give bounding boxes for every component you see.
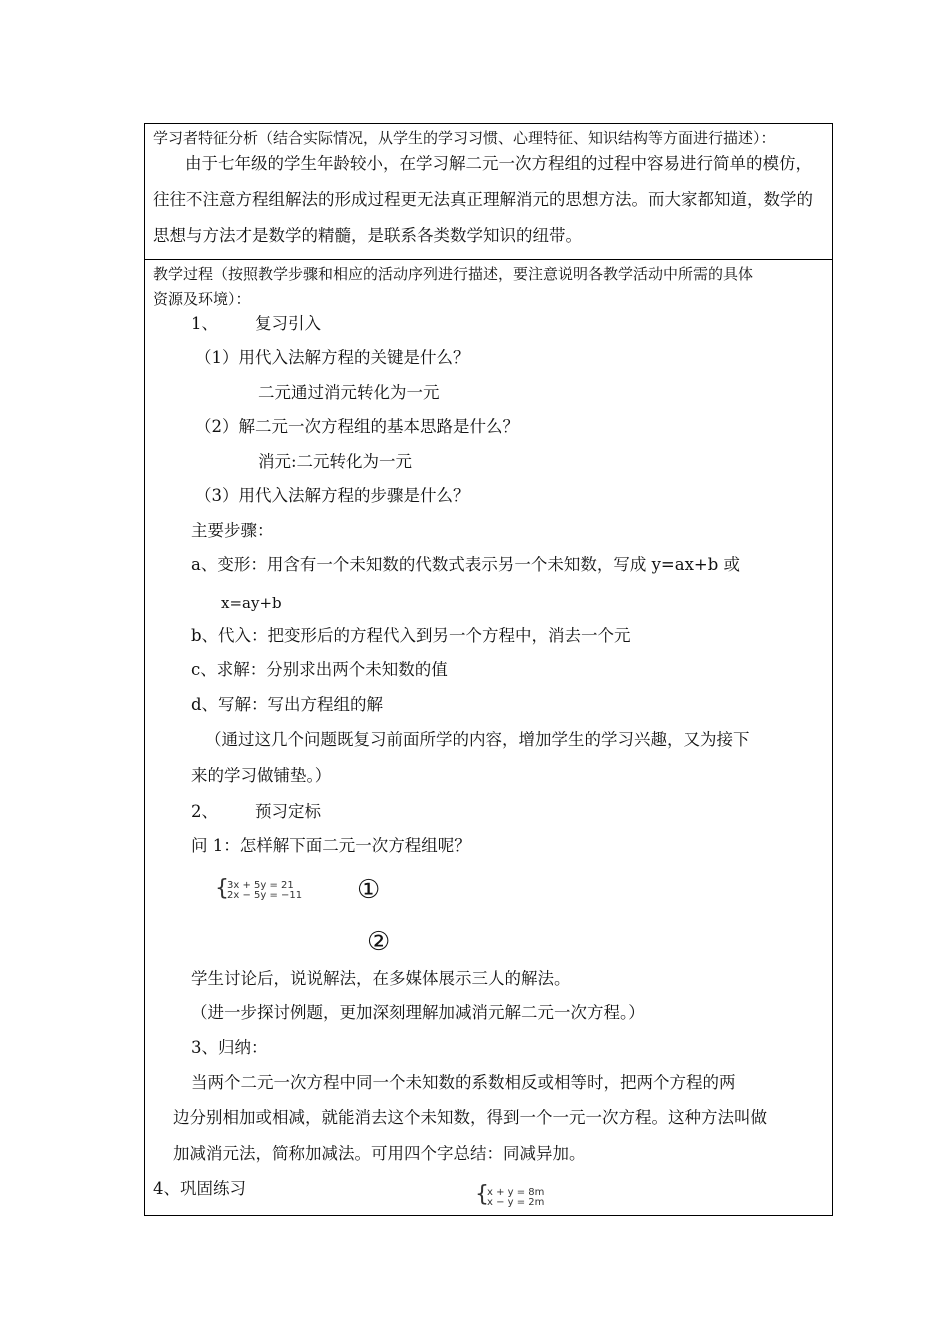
note-2: （进一步探讨例题，更加深刻理解加减消元解二元一次方程。）: [191, 1003, 645, 1022]
equation-marker-2: ②: [367, 927, 391, 957]
system-2-equation-2: x − y = 2m: [487, 1197, 545, 1208]
step-a-line-1: a、变形：用含有一个未知数的代数式表示另一个未知数，写成 y=ax+b 或: [191, 555, 741, 574]
system-2-equation-1: x + y = 8m: [487, 1187, 545, 1198]
question-2: （2）解二元一次方程组的基本思路是什么？: [195, 417, 519, 436]
note-1-line-2: 来的学习做铺垫。）: [191, 766, 332, 785]
teaching-process-heading-line-1: 教学过程（按照教学步骤和相应的活动序列进行描述，要注意说明各教学活动中所需的具体: [153, 265, 754, 283]
note-1-line-1: （通过这几个问题既复习前面所学的内容，增加学生的学习兴趣，又为接下: [205, 730, 750, 749]
learner-analysis-line-1: 由于七年级的学生年龄较小，在学习解二元一次方程组的过程中容易进行简单的模仿，: [185, 154, 812, 173]
step-d: d、写解：写出方程组的解: [191, 695, 384, 714]
step-a-line-2: x=ay+b: [221, 594, 282, 612]
equation-marker-1: ①: [357, 875, 381, 905]
teaching-process-heading-line-2: 资源及环境）：: [153, 290, 251, 308]
section-3-title: 3、归纳：: [191, 1038, 268, 1057]
step-c: c、求解：分别求出两个未知数的值: [191, 660, 448, 679]
summary-line-2: 边分别相加或相减，就能消去这个未知数，得到一个一元一次方程。这种方法叫做: [173, 1108, 767, 1127]
system-1-equation-2: 2x − 5y = −11: [227, 890, 303, 901]
teaching-process-cell: [144, 259, 833, 1216]
system-1-equation-1: 3x + 5y = 21: [227, 880, 294, 891]
summary-line-1: 当两个二元一次方程中同一个未知数的系数相反或相等时，把两个方程的两: [191, 1073, 736, 1092]
system-2-brace-icon: {: [475, 1182, 489, 1207]
answer-1: 二元通过消元转化为一元: [258, 383, 440, 402]
question-prompt-1: 问 1：怎样解下面二元一次方程组呢？: [191, 836, 471, 855]
summary-line-3: 加减消元法，简称加减法。可用四个字总结：同减异加。: [173, 1144, 586, 1163]
question-3: （3）用代入法解方程的步骤是什么？: [195, 486, 470, 505]
section-2-title: 预习定标: [255, 802, 321, 821]
section-1-number: 1、: [191, 314, 218, 333]
section-1-title: 复习引入: [255, 314, 321, 333]
step-b: b、代入：把变形后的方程代入到另一个方程中，消去一个元: [191, 626, 631, 645]
question-1: （1）用代入法解方程的关键是什么？: [195, 348, 470, 367]
answer-2: 消元:二元转化为一元: [258, 452, 413, 471]
learner-analysis-heading: 学习者特征分析（结合实际情况，从学生的学习习惯、心理特征、知识结构等方面进行描述）：: [153, 129, 776, 147]
section-4-title: 4、巩固练习: [153, 1179, 246, 1198]
main-steps-heading: 主要步骤：: [191, 521, 274, 540]
learner-analysis-line-3: 思想与方法才是数学的精髓，是联系各类数学知识的纽带。: [153, 226, 582, 245]
learner-analysis-cell: [144, 123, 833, 260]
system-1-brace-icon: {: [215, 876, 229, 901]
section-2-number: 2、: [191, 802, 218, 821]
learner-analysis-line-2: 往往不注意方程组解法的形成过程更无法真正理解消元的思想方法。而大家都知道，数学的: [153, 190, 813, 209]
discussion-text: 学生讨论后，说说解法，在多媒体展示三人的解法。: [191, 969, 571, 988]
